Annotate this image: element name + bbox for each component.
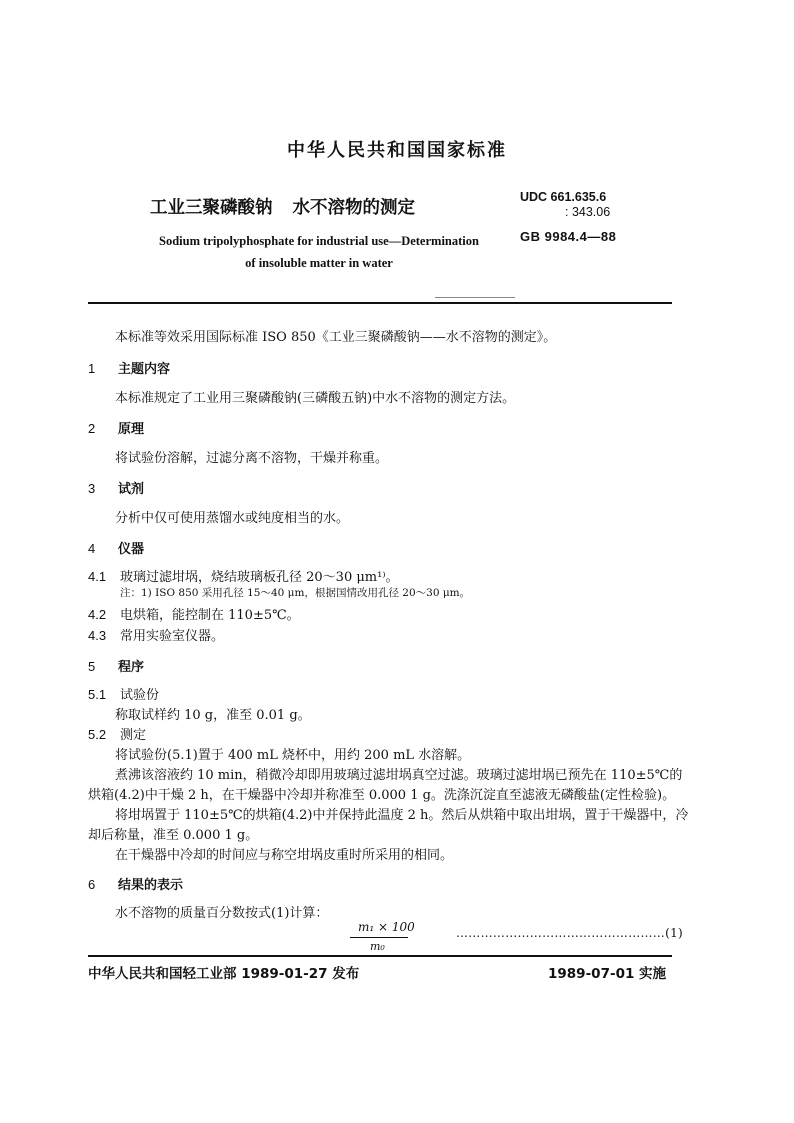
item-5-1	[88, 684, 159, 703]
section-title: 仪器	[118, 542, 145, 557]
item-title: 测定	[120, 728, 147, 743]
section-2-heading	[88, 418, 144, 437]
item-number: 4.2	[88, 607, 107, 622]
section-number: 4	[88, 541, 96, 556]
national-standard-heading: 中华人民共和国国家标准	[287, 140, 507, 161]
section-title: 结果的表示	[118, 878, 184, 893]
section-2-text: 将试验份溶解，过滤分离不溶物，干燥并称重。	[115, 451, 389, 466]
udc-code-continued: : 343.06	[565, 205, 611, 219]
section-4-heading	[88, 538, 144, 557]
section-3-text: 分析中仅可使用蒸馏水或纯度相当的水。	[115, 511, 350, 526]
item-5-2-para-b-line1: 煮沸该溶液约 10 min，稍微冷却即用玻璃过滤坩埚真空过滤。玻璃过滤坩埚已预先在 110±5℃的	[115, 768, 683, 783]
item-number: 4.1	[88, 569, 107, 584]
footnote: 注：1) ISO 850 采用孔径 15～40 μm，根据国情改用孔径 20～30 μm。	[120, 587, 471, 599]
section-3-heading	[88, 478, 144, 497]
item-number: 5.2	[88, 727, 107, 742]
item-text: 玻璃过滤坩埚，烧结玻璃板孔径 20～30 μm¹⁾。	[120, 570, 399, 585]
item-4-1	[88, 566, 399, 585]
section-title: 程序	[118, 660, 145, 675]
section-number: 6	[88, 877, 96, 892]
issuer-line: 中华人民共和国轻工业部 1989-01-27 发布	[88, 966, 360, 982]
standard-title-en-line1: Sodium tripolyphosphate for industrial use—Determination	[159, 234, 479, 248]
title-cn-part1: 工业三聚磷酸钠	[150, 198, 273, 218]
section-number: 3	[88, 481, 96, 496]
formula-leader-and-number: ……………………………………………(1)	[456, 926, 683, 940]
section-6-heading	[88, 874, 183, 893]
section-number: 5	[88, 659, 96, 674]
section-title: 原理	[118, 422, 145, 437]
item-5-2-para-d: 在干燥器中冷却的时间应与称空坩埚皮重时所采用的相同。	[115, 848, 454, 863]
section-title: 主题内容	[118, 362, 171, 377]
section-title: 试剂	[118, 482, 145, 497]
item-5-2	[88, 724, 146, 743]
standard-title-cn	[150, 194, 415, 219]
item-4-2	[88, 604, 300, 623]
item-text: 常用实验室仪器。	[120, 629, 225, 644]
section-6-text: 水不溶物的质量百分数按式(1)计算：	[115, 906, 329, 921]
item-5-2-para-a: 将试验份(5.1)置于 400 mL 烧杯中，用约 200 mL 水溶解。	[115, 748, 471, 763]
item-5-2-para-c-line2: 却后称量，准至 0.000 1 g。	[88, 828, 259, 843]
footer-divider	[88, 955, 672, 957]
effective-date: 1989-07-01 实施	[548, 966, 667, 982]
standard-title-en-line2: of insoluble matter in water	[245, 256, 393, 270]
item-5-2-para-c-line1: 将坩埚置于 110±5℃的烘箱(4.2)中并保持此温度 2 h。然后从烘箱中取出坩埚，置于干燥器中，冷	[115, 808, 689, 823]
item-5-2-para-b-line2: 烘箱(4.2)中干燥 2 h，在干燥器中冷却并称准至 0.000 1 g。洗涤沉淀直至滤液无磷酸盐(定性检验)。	[88, 788, 676, 803]
item-4-3	[88, 625, 224, 644]
item-title: 试验份	[120, 688, 160, 703]
item-5-1-text: 称取试样约 10 g，准至 0.01 g。	[115, 708, 311, 723]
udc-code: UDC 661.635.6	[520, 190, 607, 204]
section-number: 2	[88, 421, 96, 436]
header-short-rule	[435, 297, 515, 298]
formula-denominator: m₀	[370, 940, 385, 953]
intro-paragraph: 本标准等效采用国际标准 ISO 850《工业三聚磷酸钠——水不溶物的测定》。	[115, 330, 557, 345]
item-number: 5.1	[88, 687, 107, 702]
title-cn-part2: 水不溶物的测定	[292, 198, 415, 218]
gb-number: GB 9984.4—88	[520, 229, 617, 244]
section-1-heading	[88, 358, 170, 377]
section-number: 1	[88, 361, 96, 376]
formula-fraction-bar	[350, 937, 408, 938]
header-divider	[88, 302, 672, 304]
section-5-heading	[88, 656, 144, 675]
section-1-text: 本标准规定了工业用三聚磷酸钠(三磷酸五钠)中水不溶物的测定方法。	[115, 391, 516, 406]
item-text: 电烘箱，能控制在 110±5℃。	[120, 608, 300, 623]
item-number: 4.3	[88, 628, 107, 643]
formula-numerator: m₁ × 100	[358, 920, 415, 934]
